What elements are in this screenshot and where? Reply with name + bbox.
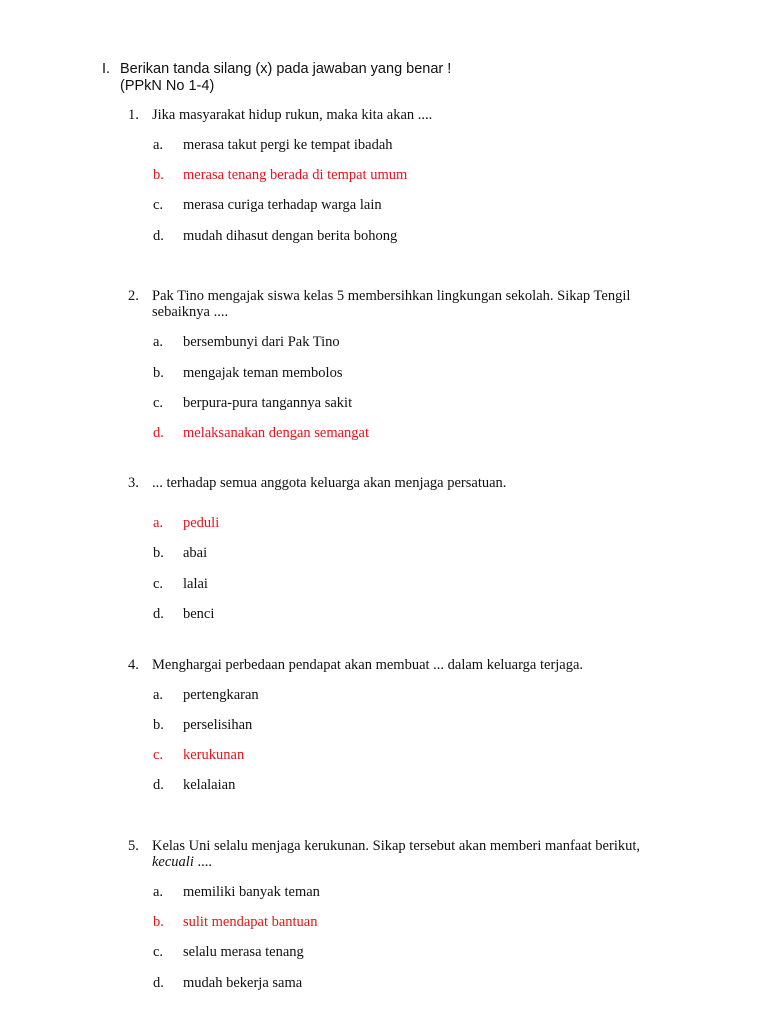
section-number: I.	[102, 61, 111, 77]
option-letter: a.	[153, 515, 164, 531]
option-text: merasa takut pergi ke tempat ibadah	[183, 137, 393, 153]
option-text: mudah dihasut dengan berita bohong	[183, 228, 398, 244]
option-text: benci	[183, 606, 215, 622]
question-text: Pak Tino mengajak siswa kelas 5 membersihkan lingkungan sekolah. Sikap Tengil sebaiknya ....	[152, 288, 631, 320]
option-letter: b.	[153, 167, 164, 183]
option-letter: b.	[153, 365, 164, 381]
question-text: ... terhadap semua anggota keluarga akan menjaga persatuan.	[152, 475, 507, 491]
option-text: berpura-pura tangannya sakit	[183, 395, 353, 411]
option-letter: c.	[153, 395, 164, 411]
option-text: bersembunyi dari Pak Tino	[183, 334, 340, 350]
option-letter: c.	[153, 576, 164, 592]
option-text: memiliki banyak teman	[183, 884, 320, 900]
option-text: mudah bekerja sama	[183, 975, 303, 991]
option-letter: d.	[153, 228, 164, 244]
option-text: kerukunan	[183, 747, 245, 763]
option-letter: d.	[153, 975, 164, 991]
option-letter: c.	[153, 944, 164, 960]
option-text: kelalaian	[183, 777, 236, 793]
option-letter: a.	[153, 884, 164, 900]
option-letter: d.	[153, 425, 164, 441]
option-text: abai	[183, 545, 208, 561]
option-text: peduli	[183, 515, 220, 531]
question-text-end: ....	[193, 854, 212, 870]
question-text	[152, 838, 648, 870]
option-letter: d.	[153, 606, 164, 622]
option-letter: c.	[153, 197, 164, 213]
question-text: Menghargai perbedaan pendapat akan membuat ... dalam keluarga terjaga.	[152, 657, 584, 673]
question-number: 3.	[128, 475, 139, 491]
option-letter: d.	[153, 777, 164, 793]
option-text: selalu merasa tenang	[183, 944, 304, 960]
section-subtitle: (PPkN No 1-4)	[120, 78, 215, 94]
question-text: Jika masyarakat hidup rukun, maka kita akan ....	[152, 107, 433, 123]
option-text: merasa curiga terhadap warga lain	[183, 197, 382, 213]
option-letter: a.	[153, 137, 164, 153]
option-letter: b.	[153, 914, 164, 930]
option-text: melaksanakan dengan semangat	[183, 425, 370, 441]
option-letter: c.	[153, 747, 164, 763]
option-letter: b.	[153, 545, 164, 561]
option-letter: a.	[153, 687, 164, 703]
question-text-emphasis: kecuali	[152, 854, 194, 870]
option-letter: a.	[153, 334, 164, 350]
option-letter: b.	[153, 717, 164, 733]
question-number: 4.	[128, 657, 139, 673]
question-number: 5.	[128, 838, 139, 854]
option-text: lalai	[183, 576, 208, 592]
option-text: mengajak teman membolos	[183, 365, 343, 381]
question-text-main: Kelas Uni selalu menjaga kerukunan. Sikap tersebut akan memberi manfaat berikut,	[152, 838, 641, 854]
option-text: merasa tenang berada di tempat umum	[183, 167, 408, 183]
option-text: sulit mendapat bantuan	[183, 914, 318, 930]
question-number: 1.	[128, 107, 139, 123]
option-text: perselisihan	[183, 717, 253, 733]
option-text: pertengkaran	[183, 687, 259, 703]
section-instruction: Berikan tanda silang (x) pada jawaban yang benar !	[120, 61, 452, 77]
question-number: 2.	[128, 288, 139, 304]
